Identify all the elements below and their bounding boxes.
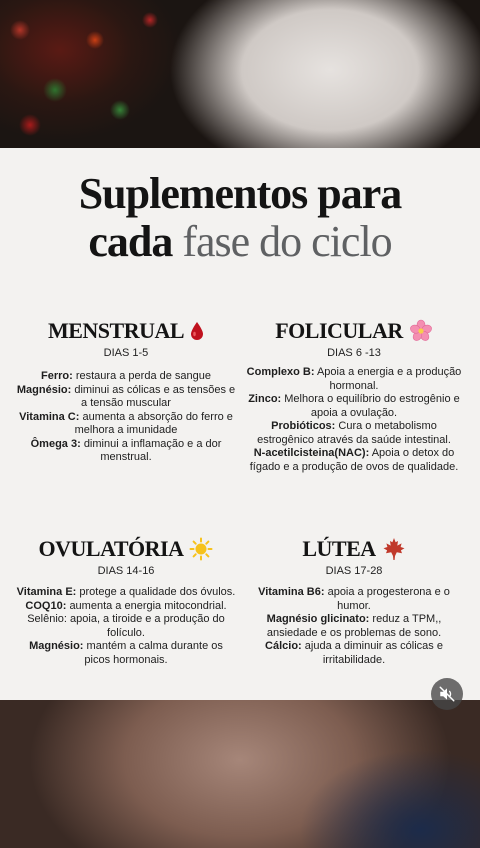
page-title xyxy=(0,170,480,266)
title-line-1: Suplementos para xyxy=(78,169,402,218)
title-line-2-accent: fase do ciclo xyxy=(182,217,392,266)
video-background-top xyxy=(0,0,480,148)
section-title: MENSTRUAL xyxy=(47,318,185,343)
mute-button[interactable] xyxy=(431,678,463,710)
section-body xyxy=(244,366,464,474)
list-item: N-acetilcisteina(NAC): Apoia o detox do fígado e a produção de ovos de qualidade. xyxy=(249,447,459,473)
section-menstrual xyxy=(16,318,236,465)
list-item: Cálcio: ajuda a diminuir as cólicas e irritabilidade. xyxy=(265,640,443,666)
video-blur-overlay xyxy=(0,700,480,848)
list-item: Vitamina B6: apoia a progesterona e o humor. xyxy=(258,586,450,612)
title-line-2-dark: cada xyxy=(88,217,173,266)
list-item: Zinco: Melhora o equilíbrio do estrogênio e apoia a ovulação. xyxy=(248,393,460,419)
section-days: DIAS 6 -13 xyxy=(327,347,381,359)
section-ovulatoria xyxy=(16,536,236,667)
list-item: Magnésio glicinato: reduz a TPM,, ansiedade e os problemas de sono. xyxy=(266,613,442,639)
video-background-bottom xyxy=(0,700,480,848)
list-item: Ferro: restaura a perda de sangue xyxy=(41,370,211,382)
section-body xyxy=(16,586,236,667)
section-header xyxy=(244,536,464,562)
section-title: LÚTEA xyxy=(302,536,376,561)
floral-fabric-blur xyxy=(0,0,200,148)
section-body xyxy=(244,586,464,667)
list-item: Vitamina C: aumenta a absorção do ferro e melhora a imunidade xyxy=(19,410,233,436)
title-line-2 xyxy=(0,218,480,266)
list-item: Ômega 3: diminui a inflamação e a dor menstrual. xyxy=(30,437,222,463)
list-item: Magnésio: mantém a calma durante os picos hormonais. xyxy=(29,640,223,666)
blood-drop-icon xyxy=(190,321,204,341)
list-item: Probióticos: Cura o metabolismo estrogênico através da saúde intestinal. xyxy=(257,420,451,446)
section-lutea xyxy=(244,536,464,667)
list-item: COQ10: aumenta a energia mitocondrial. xyxy=(25,599,227,612)
speaker-muted-icon xyxy=(438,685,456,703)
sun-icon xyxy=(189,537,213,561)
list-item: Complexo B: Apoia a energia e a produção hormonal. xyxy=(246,366,462,392)
infographic-card xyxy=(0,148,480,700)
list-item: Selênio: apoia, a tiroide e a produção do folículo. xyxy=(27,613,225,639)
list-item: Magnésio: diminui as cólicas e as tensões e a tensão muscular xyxy=(16,383,236,409)
section-title: FOLICULAR xyxy=(275,318,403,343)
section-days: DIAS 14-16 xyxy=(97,565,155,577)
section-folicular xyxy=(244,318,464,474)
section-title: OVULATÓRIA xyxy=(38,536,184,561)
maple-leaf-icon xyxy=(382,537,406,561)
section-header xyxy=(16,318,236,344)
cherry-blossom-icon xyxy=(409,319,433,343)
list-item: Vitamina E: protege a qualidade dos óvulos. xyxy=(16,586,236,598)
section-header xyxy=(244,318,464,344)
section-body xyxy=(16,370,236,465)
section-header xyxy=(16,536,236,562)
section-days: DIAS 17-28 xyxy=(325,565,383,577)
section-days: DIAS 1-5 xyxy=(103,347,149,359)
